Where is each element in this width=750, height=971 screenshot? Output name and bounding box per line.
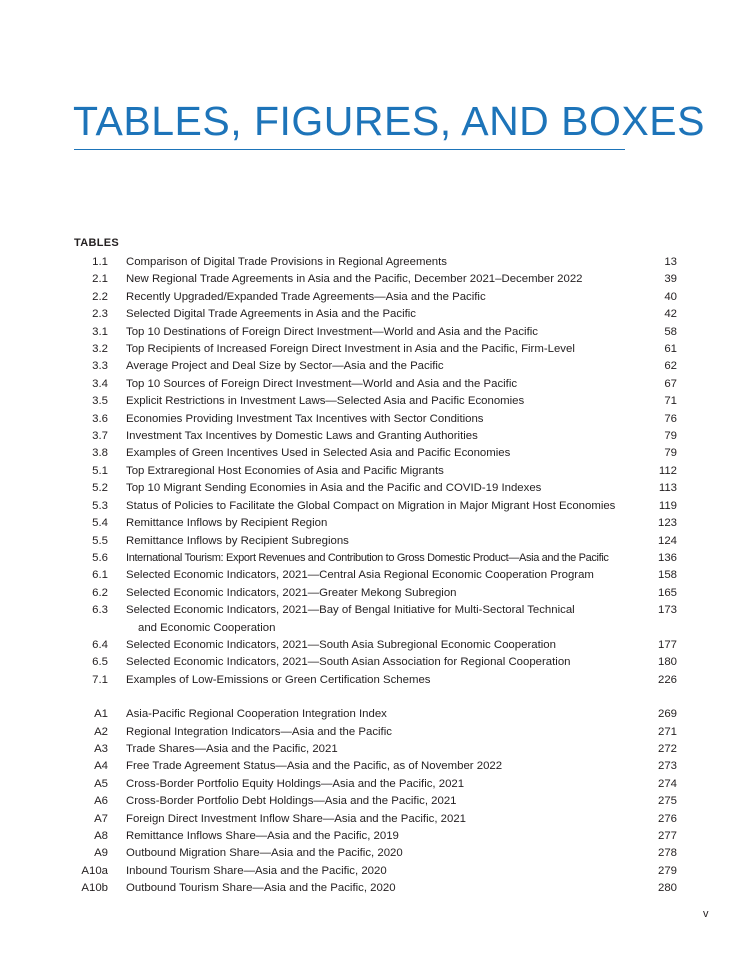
toc-entry-title [126,845,643,862]
toc-entry-title-text: Inbound Tourism Share—Asia and the Pacific, 2020 [126,864,387,877]
toc-entry-title-text: Selected Economic Indicators, 2021—Central Asia Regional Economic Cooperation Program [126,569,594,582]
toc-entry[interactable] [74,358,677,375]
toc-entry-page: 112 [658,464,677,477]
toc-entry-title [126,672,643,689]
toc-entry[interactable] [74,254,677,271]
toc-entry-number: A6 [94,795,108,808]
toc-entry-number: 6.4 [92,638,108,651]
toc-entry-title [126,550,643,567]
toc-entry-title-text: Comparison of Digital Trade Provisions in Regional Agreements [126,256,447,268]
toc-entry-title [126,393,643,410]
toc-entry-title-text: Trade Shares—Asia and the Pacific, 2021 [126,742,338,755]
toc-entry[interactable] [74,637,677,654]
toc-entry[interactable] [74,672,677,689]
toc-entry-title [126,776,643,793]
toc-entry-page: 158 [657,569,677,582]
toc-entry-title-text: Remittance Inflows by Recipient Subregions [126,534,349,547]
toc-entry[interactable] [74,863,677,880]
toc-entry-number: 2.2 [92,290,108,303]
toc-entry-title [126,793,643,810]
toc-entry-page: 79 [664,430,677,443]
toc-entry-page: 277 [657,830,677,842]
toc-entry-title-text: Selected Economic Indicators, 2021—Bay of Bengal Initiative for Multi-Sectoral Technical [126,604,575,617]
toc-entry-title [126,358,643,375]
toc-entry[interactable] [74,758,677,775]
toc-entry-number: A8 [94,830,108,842]
toc-entry[interactable] [74,498,677,515]
toc-entry-title-text: Top Recipients of Increased Foreign Direct Investment in Asia and the Pacific, Firm-Level [126,343,575,356]
toc-entry-number: 3.6 [92,412,108,425]
toc-entry-number: 3.3 [92,360,108,373]
toc-entry-page: 177 [657,638,677,651]
toc-entry-number: 2.1 [92,273,108,286]
toc-entry-number: 5.6 [92,551,108,564]
toc-entry-number: 5.1 [92,464,108,477]
toc-entry-number: A7 [94,812,108,825]
toc-entry-page: 119 [658,499,677,512]
toc-entry-title [126,828,643,845]
tables-list [74,254,677,898]
toc-entry-title [126,411,643,428]
toc-entry[interactable] [74,724,677,741]
toc-entry-number: A2 [94,725,108,738]
toc-entry-title-text: Top 10 Destinations of Foreign Direct Investment—World and Asia and the Pacific [126,325,538,338]
toc-entry-title-text: Top Extraregional Host Economies of Asia and Pacific Migrants [126,464,444,477]
toc-entry-page: 113 [658,482,677,495]
toc-entry[interactable] [74,515,677,532]
toc-entry-title-text: Explicit Restrictions in Investment Laws—Selected Asia and Pacific Economies [126,395,525,408]
toc-entry[interactable] [74,463,677,480]
toc-entry-page: 62 [664,360,677,373]
toc-entry-title [126,324,643,341]
toc-entry-page: 278 [657,847,677,860]
toc-entry-page: 173 [657,604,677,617]
toc-entry-title-text: New Regional Trade Agreements in Asia and the Pacific, December 2021–December 2022 [126,273,583,286]
toc-entry-number: 3.5 [92,395,108,408]
toc-entry-number: 5.4 [92,517,108,530]
toc-entry-title-text: Selected Economic Indicators, 2021—South Asia Subregional Economic Cooperation [126,638,556,651]
title-rule [74,149,625,150]
toc-entry-page: 79 [664,447,677,460]
toc-entry[interactable] [74,533,677,550]
toc-entry-title-text: Remittance Inflows by Recipient Region [126,517,328,530]
toc-entry-page: 280 [657,882,677,895]
toc-entry-number: 3.2 [92,343,108,356]
toc-entry[interactable] [74,585,677,602]
toc-entry-title-continuation: and Economic Cooperation [138,621,276,634]
toc-entry-page: 275 [657,795,677,808]
toc-entry-title [126,863,643,880]
toc-entry-page: 42 [664,308,677,321]
toc-entry-title-text: Status of Policies to Facilitate the Global Compact on Migration in Major Migrant Host Economies [126,499,616,512]
toc-entry-page: 76 [664,412,677,425]
toc-entry-page: 123 [657,517,677,530]
toc-entry-title-text: Selected Economic Indicators, 2021—South Asian Association for Regional Cooperation [126,656,571,669]
toc-entry-title-text: Top 10 Migrant Sending Economies in Asia and the Pacific and COVID-19 Indexes [126,482,542,495]
toc-entry[interactable] [74,602,677,637]
toc-entry[interactable] [74,741,677,758]
toc-entry[interactable] [74,428,677,445]
toc-entry[interactable] [74,880,677,897]
toc-entry-title [126,724,643,741]
toc-entry-title [126,376,643,393]
toc-entry-title-text: Outbound Tourism Share—Asia and the Pacific, 2020 [126,882,396,895]
toc-entry[interactable] [74,550,677,567]
toc-entry-title [126,811,643,828]
toc-entry-number: A3 [94,742,108,755]
toc-entry[interactable] [74,567,677,584]
toc-entry-number: A10a [81,864,108,877]
toc-entry-title [126,758,643,775]
toc-entry[interactable] [74,445,677,462]
toc-entry-title [126,463,643,480]
toc-entry-number: A4 [94,760,108,773]
toc-entry-title-text: Top 10 Sources of Foreign Direct Investment—World and Asia and the Pacific [126,377,518,390]
toc-entry-page: 273 [657,760,677,773]
toc-entry-page: 39 [664,273,677,286]
toc-entry[interactable] [74,376,677,393]
toc-entry-number: A1 [94,708,108,721]
toc-entry-title-text: Examples of Green Incentives Used in Selected Asia and Pacific Economies [126,447,511,460]
page-number: v [703,908,709,920]
toc-entry-title [126,480,643,497]
toc-entry[interactable] [74,306,677,323]
toc-entry[interactable] [74,324,677,341]
page-title: TABLES, FIGURES, AND BOXES [73,98,705,144]
toc-entry-title [126,254,643,271]
toc-entry-number: 1.1 [92,256,108,268]
toc-entry-page: 61 [664,343,677,356]
toc-entry-title-text: Foreign Direct Investment Inflow Share—Asia and the Pacific, 2021 [126,812,466,825]
toc-entry-title-text: Free Trade Agreement Status—Asia and the Pacific, as of November 2022 [126,760,503,773]
toc-entry-title [126,602,643,637]
toc-entry-number: 6.2 [92,586,108,599]
toc-entry-page: 124 [657,534,677,547]
toc-entry[interactable] [74,793,677,810]
toc-entry-title-text: Remittance Inflows Share—Asia and the Pacific, 2019 [126,830,399,842]
toc-entry-page: 276 [657,812,677,825]
toc-entry-page: 180 [657,656,677,669]
toc-entry-title [126,880,643,897]
toc-entry-page: 272 [657,742,677,755]
toc-entry-title [126,585,643,602]
toc-entry-title [126,289,643,306]
toc-entry-title [126,533,643,550]
toc-entry-title-text: International Tourism: Export Revenues and Contribution to Gross Domestic Product—Asia and the Pacific [126,551,609,564]
toc-entry-title [126,706,643,723]
toc-entry-page: 271 [657,725,677,738]
toc-entry-page: 58 [664,325,677,338]
toc-entry-title-text: Recently Upgraded/Expanded Trade Agreements—Asia and the Pacific [126,290,486,303]
toc-entry-title-text: Cross-Border Portfolio Debt Holdings—Asia and the Pacific, 2021 [126,795,457,808]
toc-entry[interactable] [74,811,677,828]
toc-entry-title [126,306,643,323]
toc-entry-title-text: Cross-Border Portfolio Equity Holdings—Asia and the Pacific, 2021 [126,777,465,790]
toc-entry[interactable] [74,706,677,723]
toc-entry[interactable] [74,845,677,862]
toc-entry-title [126,741,643,758]
toc-entry-page: 165 [657,586,677,599]
toc-entry-number: 2.3 [92,308,108,321]
toc-entry-number: 3.8 [92,447,108,460]
toc-entry-number: 5.5 [92,534,108,547]
toc-entry-title [126,271,643,288]
toc-entry[interactable] [74,654,677,671]
toc-entry[interactable] [74,393,677,410]
toc-entry-number: A9 [94,847,108,860]
toc-entry-page: 67 [664,377,677,390]
toc-entry-page: 40 [664,290,677,303]
toc-entry-page: 13 [664,256,677,268]
toc-entry-page: 274 [657,777,677,790]
toc-entry-title-text: Average Project and Deal Size by Sector—Asia and the Pacific [126,360,444,373]
toc-entry[interactable] [74,411,677,428]
toc-entry-number: 6.3 [92,604,108,617]
toc-entry-title-text: Regional Integration Indicators—Asia and the Pacific [126,725,392,738]
section-spacer [74,689,677,706]
toc-entry-number: A5 [94,777,108,790]
toc-entry-title [126,515,643,532]
toc-entry-number: 7.1 [92,673,108,686]
section-heading-tables: TABLES [74,237,119,249]
toc-entry-title [126,567,643,584]
toc-entry-number: 5.2 [92,482,108,495]
toc-entry[interactable] [74,341,677,358]
toc-entry-title-text: Outbound Migration Share—Asia and the Pacific, 2020 [126,847,403,860]
toc-entry-title [126,637,643,654]
toc-entry-number: 5.3 [92,499,108,512]
toc-entry[interactable] [74,828,677,845]
toc-entry-title-text: Asia-Pacific Regional Cooperation Integration Index [126,708,387,721]
toc-entry-title-text: Selected Digital Trade Agreements in Asia and the Pacific [126,308,416,321]
toc-entry-number: A10b [81,882,108,895]
toc-entry-number: 3.4 [92,377,108,390]
toc-entry-page: 71 [664,395,677,408]
toc-entry-page: 269 [657,708,677,721]
toc-entry[interactable] [74,776,677,793]
toc-entry-title-text: Examples of Low-Emissions or Green Certification Schemes [126,673,431,686]
toc-entry-title [126,445,643,462]
toc-entry-page: 226 [657,673,677,686]
toc-entry-number: 3.1 [92,325,108,338]
toc-entry-title-text: Investment Tax Incentives by Domestic Laws and Granting Authorities [126,430,478,443]
toc-entry[interactable] [74,271,677,288]
toc-entry-title-text: Economies Providing Investment Tax Incentives with Sector Conditions [126,412,484,425]
toc-entry-number: 6.5 [92,656,108,669]
toc-entry[interactable] [74,480,677,497]
toc-entry-title [126,428,643,445]
toc-entry-number: 3.7 [92,430,108,443]
toc-entry-title [126,341,643,358]
toc-entry-page: 279 [657,864,677,877]
toc-entry[interactable] [74,289,677,306]
toc-entry-page: 136 [657,551,677,564]
toc-entry-title-text: Selected Economic Indicators, 2021—Greater Mekong Subregion [126,586,457,599]
toc-entry-title [126,498,643,515]
toc-entry-title [126,654,643,671]
toc-entry-number: 6.1 [92,569,108,582]
